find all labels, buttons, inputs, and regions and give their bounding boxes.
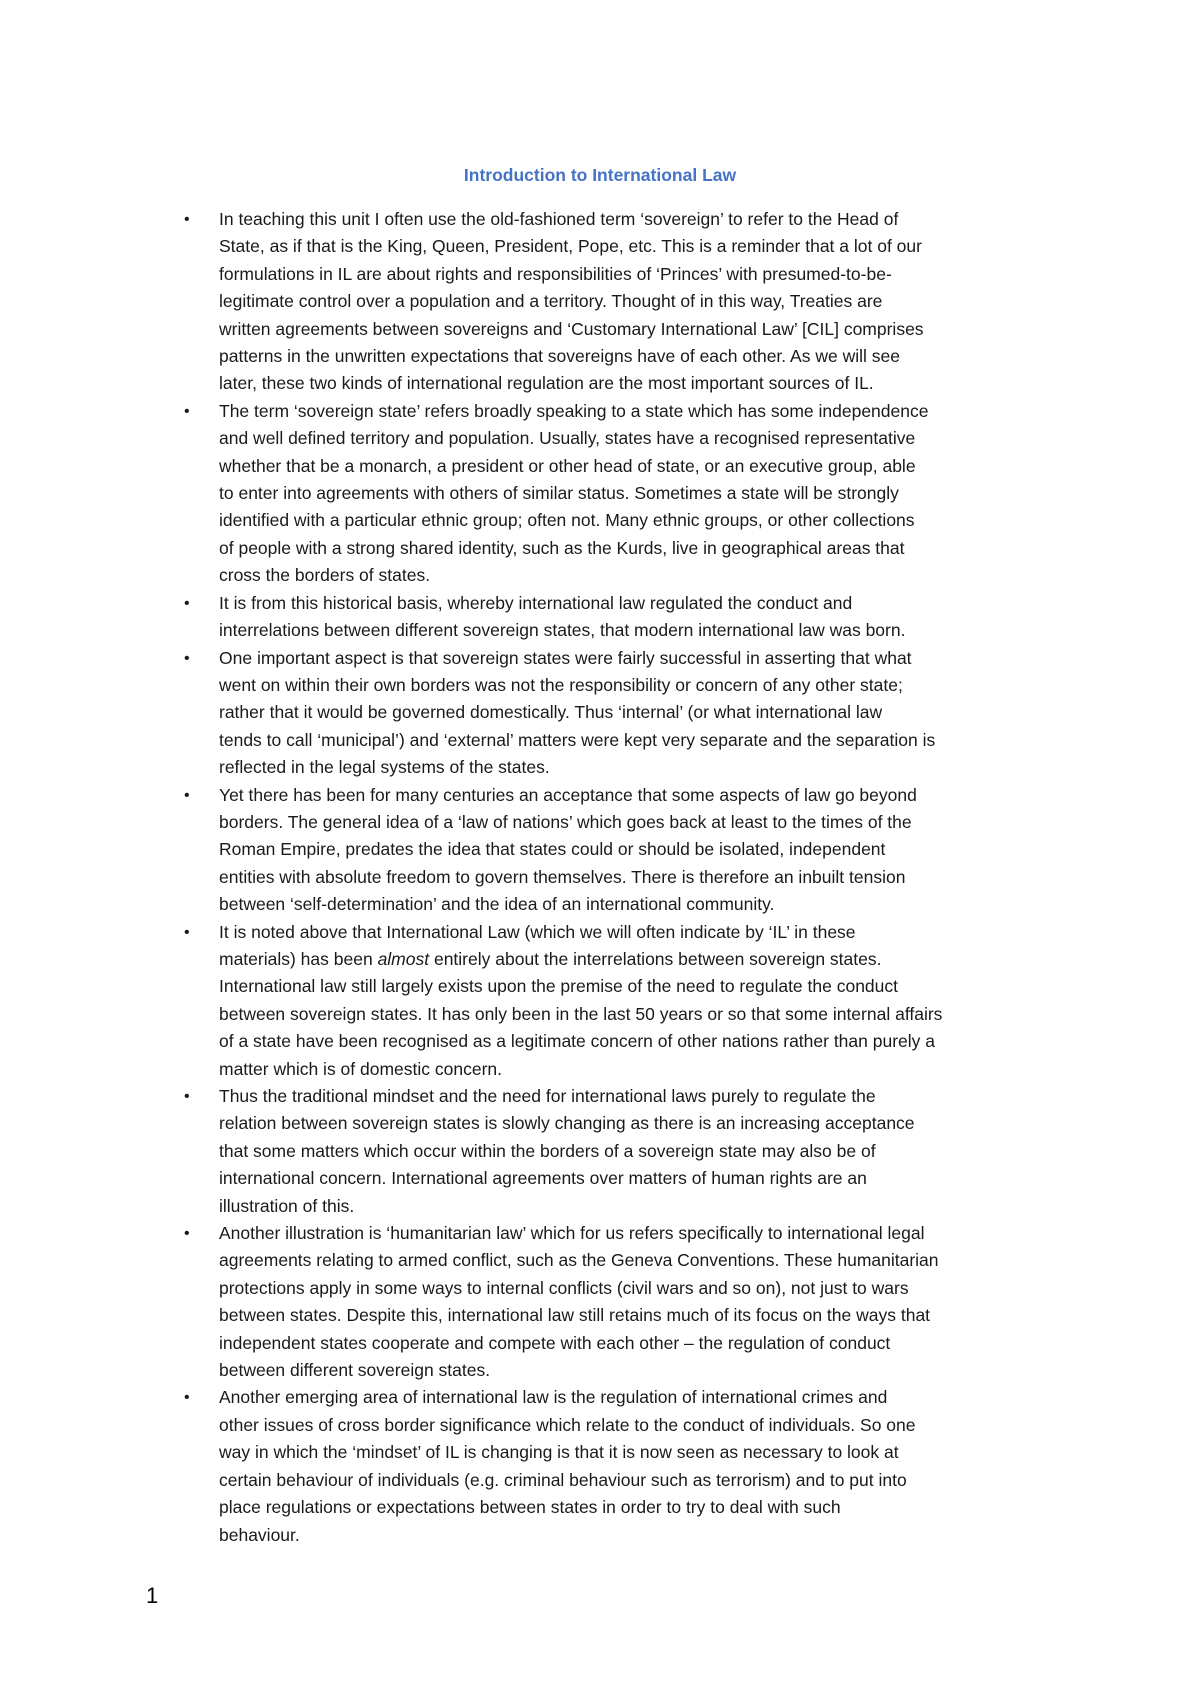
text-line: of people with a strong shared identity, such as the Kurds, live in geographical areas that (219, 537, 905, 558)
bullet-item (0, 398, 1064, 590)
text-line: way in which the ‘mindset’ of IL is changing is that it is now seen as necessary to look at (219, 1442, 899, 1463)
text-line: between different sovereign states. (219, 1360, 491, 1381)
text-line: entities with absolute freedom to govern themselves. There is therefore an inbuilt tension (219, 866, 906, 887)
text-line: In teaching this unit I often use the old-fashioned term ‘sovereign’ to refer to the Head of (219, 209, 899, 229)
text-line: One important aspect is that sovereign states were fairly successful in asserting that what (219, 647, 912, 668)
text-line: relation between sovereign states is slowly changing as there is an increasing acceptance (219, 1113, 915, 1134)
text-line: State, as if that is the King, Queen, President, Pope, etc. This is a reminder that a lot of our (219, 236, 922, 257)
text-line: It is noted above that International Law (which we will often indicate by ‘IL’ in these (219, 921, 856, 942)
text-line: It is from this historical basis, whereby international law regulated the conduct and (219, 592, 853, 613)
bullet-item (0, 1384, 1064, 1548)
text-line: behaviour. (219, 1524, 300, 1545)
text-line: whether that be a monarch, a president or other head of state, or an executive group, able (219, 455, 916, 476)
bullet-item (0, 1083, 1064, 1220)
text-line: that some matters which occur within the borders of a sovereign state may also be of (219, 1140, 876, 1161)
bullet-dot-icon: • (184, 1225, 190, 1243)
text-line: International law still largely exists upon the premise of the need to regulate the conduct (219, 976, 899, 997)
text-line: protections apply in some ways to internal conflicts (civil wars and so on), not just to wars (219, 1277, 909, 1298)
text-line: cross the borders of states. (219, 565, 431, 586)
bullet-dot-icon: • (184, 649, 190, 667)
page-number: 1 (146, 1583, 159, 1608)
text-line: Another emerging area of international law is the regulation of international crimes and (219, 1387, 888, 1408)
text-line: borders. The general idea of a ‘law of nations’ which goes back at least to the times of the (219, 811, 912, 832)
text-line: reflected in the legal systems of the states. (219, 757, 550, 778)
bullet-list (0, 206, 1064, 1549)
text-line: between sovereign states. It has only been in the last 50 years or so that some internal affairs (219, 1003, 943, 1024)
text-line: between ‘self-determination’ and the idea of an international community. (219, 894, 775, 915)
bullet-item (0, 590, 1064, 645)
text-line: went on within their own borders was not the responsibility or concern of any other state; (219, 674, 903, 695)
bullet-item (0, 1220, 1064, 1384)
text-line: and well defined territory and population. Usually, states have a recognised representative (219, 428, 916, 449)
bullet-item (0, 645, 1064, 782)
text-line: matter which is of domestic concern. (219, 1058, 503, 1079)
document-title: Introduction to International Law (463, 165, 737, 185)
text-line: between states. Despite this, international law still retains much of its focus on the ways that (219, 1305, 931, 1326)
text-line: The term ‘sovereign state’ refers broadly speaking to a state which has some independence (219, 400, 929, 421)
italic-word: almost (377, 948, 430, 969)
text-line: formulations in IL are about rights and responsibilities of ‘Princes’ with presumed-to-be- (219, 263, 892, 284)
bullet-dot-icon: • (184, 786, 190, 804)
text-line: Another illustration is ‘humanitarian law’ which for us refers specifically to international legal (219, 1223, 925, 1244)
bullet-item (0, 206, 1064, 398)
text-line: place regulations or expectations between states in order to try to deal with such (219, 1497, 841, 1518)
text-line: legitimate control over a population and a territory. Thought of in this way, Treaties are (219, 291, 883, 312)
text-segment: materials) has been (219, 948, 378, 969)
text-line: of a state have been recognised as a legitimate concern of other nations rather than purely a (219, 1031, 936, 1052)
text-line: rather that it would be governed domestically. Thus ‘internal’ (or what international law (219, 702, 883, 723)
bullet-dot-icon: • (184, 594, 190, 612)
text-line: other issues of cross border significance which relate to the conduct of individuals. So one (219, 1414, 916, 1435)
text-segment: entirely about the interrelations between sovereign states. (429, 948, 882, 969)
bullet-dot-icon: • (184, 1389, 190, 1407)
bullet-dot-icon: • (184, 923, 190, 941)
bullet-dot-icon: • (184, 211, 190, 228)
bullet-dot-icon: • (184, 402, 190, 420)
text-line (219, 946, 1064, 973)
text-line: written agreements between sovereigns and ‘Customary International Law’ [CIL] comprises (219, 318, 924, 339)
text-line: patterns in the unwritten expectations that sovereigns have of each other. As we will see (219, 346, 900, 367)
text-line: tends to call ‘municipal’) and ‘external’ matters were kept very separate and the separation is (219, 729, 936, 750)
text-line: independent states cooperate and compete with each other – the regulation of conduct (219, 1332, 891, 1353)
text-line: identified with a particular ethnic group; often not. Many ethnic groups, or other collections (219, 510, 915, 531)
bullet-item (0, 782, 1064, 919)
text-line: interrelations between different sovereign states, that modern international law was born. (219, 620, 906, 641)
text-line: Thus the traditional mindset and the need for international laws purely to regulate the (219, 1086, 876, 1106)
text-line: agreements relating to armed conflict, such as the Geneva Conventions. These humanitarian (219, 1250, 939, 1271)
text-line: later, these two kinds of international regulation are the most important sources of IL. (219, 373, 874, 394)
text-line: Roman Empire, predates the idea that states could or should be isolated, independent (219, 839, 886, 860)
text-line: certain behaviour of individuals (e.g. criminal behaviour such as terrorism) and to put into (219, 1469, 907, 1490)
text-line: Yet there has been for many centuries an acceptance that some aspects of law go beyond (219, 784, 917, 805)
text-line: international concern. International agreements over matters of human rights are an (219, 1168, 867, 1189)
text-line: illustration of this. (219, 1195, 355, 1216)
bullet-dot-icon: • (184, 1088, 190, 1105)
text-line: to enter into agreements with others of similar status. Sometimes a state will be strongly (219, 483, 899, 504)
bullet-item (0, 919, 1064, 1083)
